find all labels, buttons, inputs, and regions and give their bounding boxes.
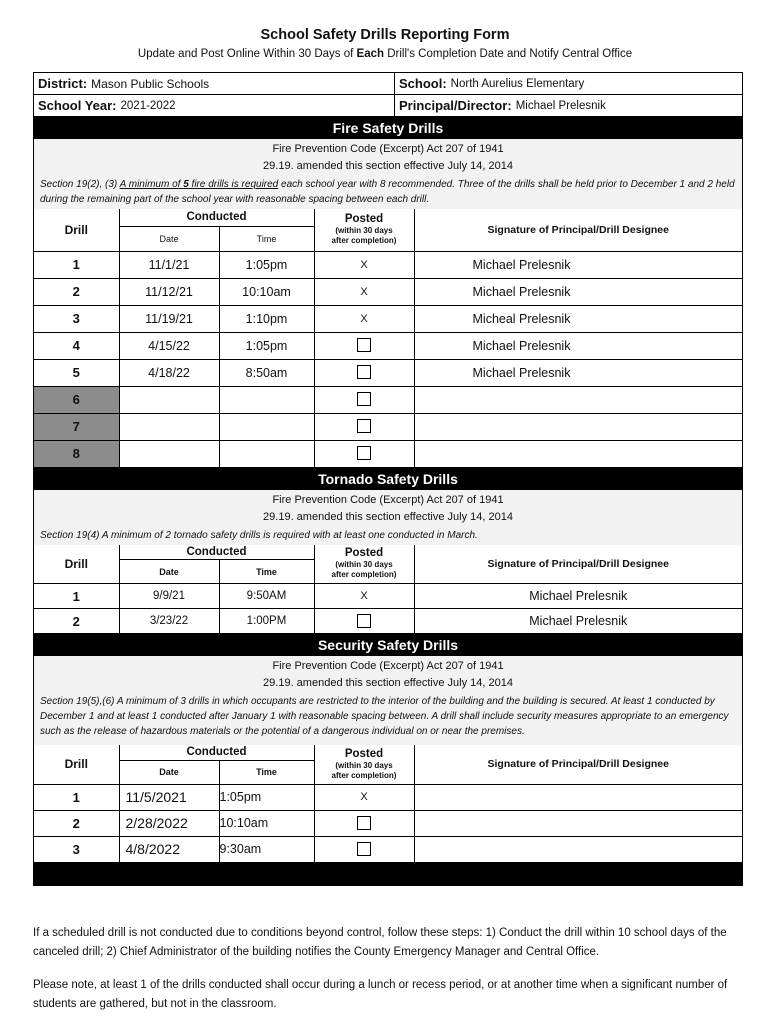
tornado-section-title: Tornado Safety Drills [34,468,742,490]
posted-checkbox[interactable] [314,836,414,862]
drills-form [33,72,743,886]
fire-table [34,209,742,468]
checkbox-empty[interactable] [357,365,371,379]
posted-checkbox[interactable] [314,359,414,386]
security-table [34,745,742,863]
table-row [34,386,742,413]
fire-section-title: Fire Safety Drills [34,117,742,139]
drill-time-field[interactable]: 9:30am [219,836,314,862]
drill-number: 4 [34,332,119,359]
checkbox-empty[interactable] [357,614,371,628]
security-code [34,656,742,692]
drill-number: 7 [34,413,119,440]
signature-field[interactable]: Micheal Prelesnik [414,305,742,332]
table-row [34,251,742,278]
drill-date-field[interactable]: 3/23/22 [119,609,219,634]
signature-field[interactable]: Michael Prelesnik [414,359,742,386]
col-header-posted [314,545,414,584]
drill-time-field[interactable]: 1:05pm [219,251,314,278]
posted-checkbox[interactable]: X [314,305,414,332]
fire-req-part2: fire drills is required [188,179,279,190]
col-header-time: Time [219,560,314,584]
drill-time-field[interactable]: 10:10am [219,278,314,305]
drill-date-field[interactable]: 2/28/2022 [119,810,219,836]
posted-checkbox[interactable] [314,386,414,413]
year-cell [34,95,395,116]
col-header-conducted: Conducted [119,545,314,560]
col-header-posted [314,745,414,784]
security-section-title: Security Safety Drills [34,634,742,656]
table-row [34,278,742,305]
school-cell [395,73,742,94]
posted-checkbox[interactable] [314,810,414,836]
posted-label: Posted [344,547,384,560]
checkbox-empty[interactable] [357,338,371,352]
posted-sub-1: (within 30 days [335,760,393,770]
drill-number: 8 [34,440,119,467]
col-header-time: Time [219,226,314,251]
table-row [34,332,742,359]
table-row [34,609,742,634]
signature-field[interactable] [414,784,742,810]
principal-label: Principal/Director: [399,98,512,113]
posted-sub-1: (within 30 days [335,226,393,236]
drill-date-field[interactable] [119,413,219,440]
fire-code [34,139,742,175]
checkbox-empty[interactable] [357,842,371,856]
drill-date-field[interactable]: 11/12/21 [119,278,219,305]
drill-date-field[interactable]: 11/19/21 [119,305,219,332]
drill-time-field[interactable] [219,413,314,440]
signature-field[interactable]: Michael Prelesnik [414,332,742,359]
school-label: School: [399,76,447,91]
table-row [34,810,742,836]
drill-number: 2 [34,609,119,634]
posted-label: Posted [344,213,384,226]
drill-date-field[interactable]: 4/18/22 [119,359,219,386]
col-header-signature: Signature of Principal/Drill Designee [414,209,742,251]
posted-sub-2: after completion) [331,770,397,780]
fire-section-rest: each school year with 8 recommended. Three of the drills shall be held prior to December 1 and 2 held during the remaining part of the school year with reasonable spacing between each drill. [40,179,735,205]
drill-time-field[interactable]: 1:05pm [219,332,314,359]
drill-number: 6 [34,386,119,413]
col-header-conducted: Conducted [119,745,314,760]
subtitle-bold: Each [356,48,385,60]
district-field[interactable]: Mason Public Schools [91,76,210,91]
table-row [34,305,742,332]
security-code-line-1: Fire Prevention Code (Excerpt) Act 207 of 1941 [272,660,504,672]
col-header-posted [314,209,414,251]
drill-number: 3 [34,836,119,862]
fire-section-ref: Section 19(2), (3) [40,179,120,190]
drill-time-field[interactable]: 10:10am [219,810,314,836]
tornado-code-line-2: 29.19. amended this section effective July 14, 2014 [263,510,513,523]
signature-field[interactable] [414,810,742,836]
drill-number: 2 [34,810,119,836]
tornado-section-text: Section 19(4) A minimum of 2 tornado safety drills is required with at least one conducted in March. [34,526,742,545]
drill-date-field[interactable]: 9/9/21 [119,584,219,609]
district-label: District: [38,76,88,91]
drill-date-field[interactable]: 11/5/2021 [119,784,219,810]
col-header-drill: Drill [34,745,119,784]
fire-code-line-2: 29.19. amended this section effective July 14, 2014 [263,160,513,172]
col-header-time: Time [219,760,314,784]
col-header-signature: Signature of Principal/Drill Designee [414,545,742,584]
year-label: School Year: [38,98,117,113]
subtitle-post: Drill's Completion Date and Notify Central Office [384,48,633,60]
security-section-text: Section 19(5),(6) A minimum of 3 drills in which occupants are restricted to the interior of the building and the building is secured. At least 1 conducted by December 1 and at least 1 conducted after January 1 with reasonable spacing between. A drill shall include security measures appropriate to an emergency such as the release of hazardous materials or the potential of a dangerous individual on or near the premises. [34,692,742,745]
school-field[interactable]: North Aurelius Elementary [450,77,585,90]
signature-field[interactable]: Michael Prelesnik [414,278,742,305]
principal-cell [395,95,742,116]
col-header-drill: Drill [34,209,119,251]
checkbox-empty[interactable] [357,446,371,460]
note-reschedule: If a scheduled drill is not conducted due to conditions beyond control, follow these steps: 1) Conduct the drill within 10 school days of the canceled drill; 2) Chief Administrator of the building notifies the County Emergency Manager and Central Office. [33,927,727,958]
form-subtitle [0,48,770,60]
drill-time-field[interactable] [219,440,314,467]
fire-section-text [34,175,742,209]
drill-number: 5 [34,359,119,386]
form-title: School Safety Drills Reporting Form [260,27,510,43]
drill-date-field[interactable]: 4/15/22 [119,332,219,359]
col-header-signature: Signature of Principal/Drill Designee [414,745,742,784]
table-row [34,584,742,609]
drill-time-field[interactable]: 1:10pm [219,305,314,332]
district-cell [34,73,395,94]
fire-code-line-1: Fire Prevention Code (Excerpt) Act 207 of 1941 [272,143,504,155]
table-row [34,836,742,862]
signature-field[interactable]: Michael Prelesnik [414,584,742,609]
table-row [34,440,742,467]
col-header-drill: Drill [34,545,119,584]
checkbox-empty[interactable] [357,816,371,830]
footer-bar [34,863,742,885]
tornado-table [34,545,742,635]
drill-number: 1 [34,251,119,278]
tornado-code [34,490,742,526]
principal-field[interactable]: Michael Prelesnik [515,99,606,112]
drill-number: 1 [34,784,119,810]
posted-checkbox[interactable]: X [314,278,414,305]
col-header-date: Date [119,560,219,584]
fire-section-requirement [120,179,279,190]
signature-field[interactable] [414,836,742,862]
fire-req-count: 5 [183,179,189,190]
table-row [34,359,742,386]
info-row-2 [34,95,742,117]
subtitle-pre: Update and Post Online Within 30 Days of [137,48,357,60]
posted-checkbox[interactable] [314,332,414,359]
drill-time-field[interactable]: 8:50am [219,359,314,386]
signature-field[interactable]: Michael Prelesnik [414,609,742,634]
posted-checkbox[interactable] [314,413,414,440]
fire-req-part1: A minimum of [119,179,184,190]
signature-field[interactable] [414,413,742,440]
posted-checkbox[interactable] [314,609,414,634]
drill-number: 1 [34,584,119,609]
signature-field[interactable] [414,440,742,467]
drill-time-field[interactable]: 1:00PM [219,609,314,634]
checkbox-empty[interactable] [357,419,371,433]
col-header-date: Date [119,760,219,784]
posted-label: Posted [344,747,384,760]
checkbox-empty[interactable] [357,392,371,406]
drill-time-field[interactable]: 9:50AM [219,584,314,609]
posted-sub-1: (within 30 days [335,560,393,570]
posted-sub-2: after completion) [331,236,397,246]
table-row [34,784,742,810]
info-row-1 [34,73,742,95]
signature-field[interactable]: Michael Prelesnik [414,251,742,278]
posted-checkbox[interactable]: X [314,584,414,609]
posted-checkbox[interactable]: X [314,251,414,278]
posted-sub-2: after completion) [331,570,397,580]
drill-date-field[interactable] [119,440,219,467]
table-row [34,413,742,440]
drill-number: 3 [34,305,119,332]
drill-time-field[interactable]: 1:05pm [219,784,314,810]
drill-date-field[interactable]: 11/1/21 [119,251,219,278]
posted-checkbox[interactable]: X [314,784,414,810]
col-header-date: Date [119,226,219,251]
drill-number: 2 [34,278,119,305]
drill-date-field[interactable] [119,386,219,413]
drill-time-field[interactable] [219,386,314,413]
drill-date-field[interactable]: 4/8/2022 [119,836,219,862]
security-code-line-2: 29.19. amended this section effective July 14, 2014 [263,677,513,689]
tornado-code-line-1: Fire Prevention Code (Excerpt) Act 207 of 1941 [272,493,504,506]
year-field[interactable]: 2021-2022 [120,99,176,112]
posted-checkbox[interactable] [314,440,414,467]
col-header-conducted: Conducted [119,209,314,226]
signature-field[interactable] [414,386,742,413]
note-lunch: Please note, at least 1 of the drills conducted shall occur during a lunch or recess period, or at another time when a significant number of students are gathered, but not in the classroom. [33,979,728,1010]
